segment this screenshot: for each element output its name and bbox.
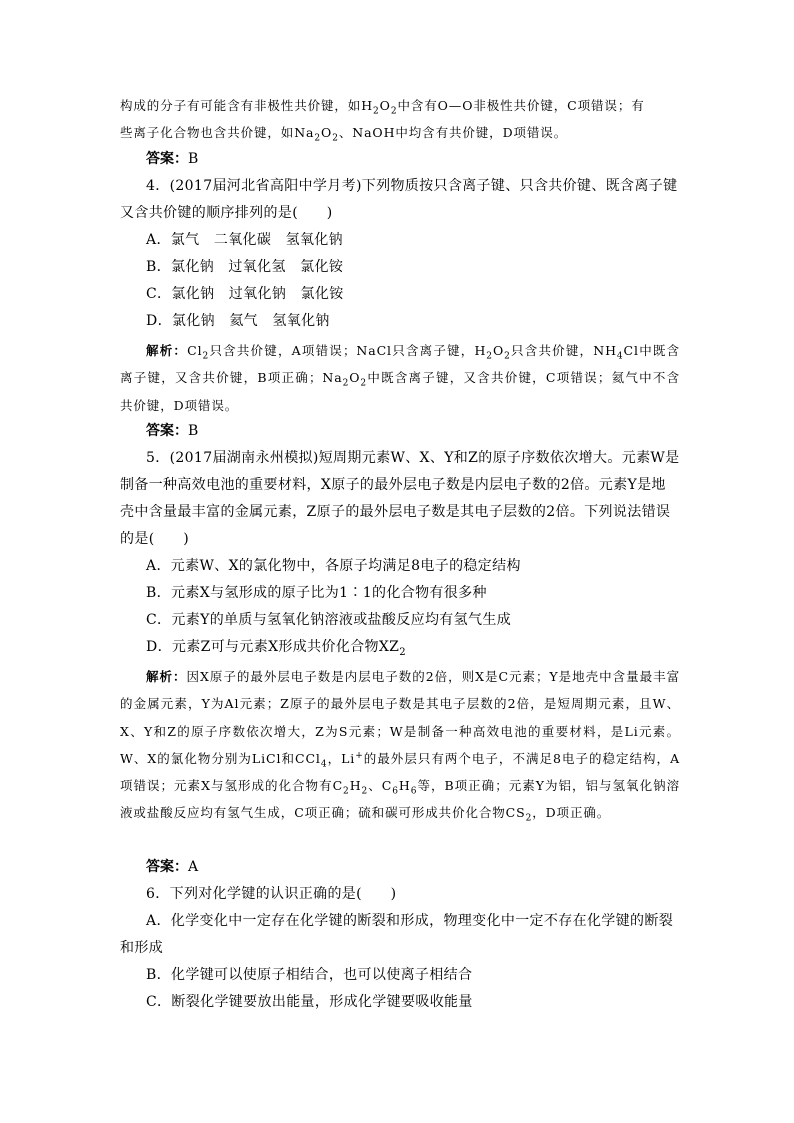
answer-q4 [146, 418, 446, 445]
question-6-stem: 6．下列对化学键的认识正确的是( ) [146, 886, 397, 902]
question-5-option-a: A．元素W、X的氯化物中，各原子均满足8电子的稳定结构 [146, 558, 521, 574]
explanation-q3 [120, 92, 680, 147]
question-4-option-c: C．氯化钠 过氧化钠 氯化铵 [146, 286, 344, 302]
answer-label: 答案： [146, 423, 188, 439]
explanation-q3-line2: 些离子化合物也含共价键，如$Na_2O_2$、NaOH中均含有共价键，D项错误。 [120, 125, 568, 144]
answer-label: 答案： [146, 859, 188, 875]
question-5-stem: 5．(2017届湖南永州模拟)短周期元素W、X、Y和Z的原子序数依次增大。元素W是制备一种高效电池的重要材料，X原子的最外层电子数是内层电子数的2倍。元素Y是地壳中含量最丰富的金属元素，Z原子的最外层电子数是其电子层数的2倍。下列说法错误的是( ) [120, 450, 680, 547]
question-6-option-c: C．断裂化学键要放出能量，形成化学键要吸收能量 [146, 994, 473, 1010]
question-6-option-b: B．化学键可以使原子相结合，也可以使离子相结合 [146, 967, 473, 983]
explanation-q5: 解析：因X原子的最外层电子数是内层电子数的2倍，则X是C元素；Y是地壳中含量最丰富的金属元素，Y为Al元素；Z原子的最外层电子数是其电子层数的2倍，是短周期元素，且W、X、Y和Z的原子序数依次增大，Z为S元素；W是制备一种高效电池的重要材料，是Li元素。W、X的氯化物分别为LiCl和CCl$_4$，Li+的最外层只有两个电子，不满足8电子的稳定结构，A项错误；元素X与氢形成的化合物有$C_2H_2$、$C_6H_6$等，B项正确；元素Y为铝，铝与氢氧化钠溶液或盐酸反应均有氢气生成，C项正确；硫和碳可形成共价化合物$CS_2$，D项正确。 [120, 669, 681, 824]
question-5-option-b: B．元素X与氢形成的原子比为1∶1的化合物有很多种 [146, 585, 487, 601]
question-4-option-b: B．氯化钠 过氧化氢 氯化铵 [146, 259, 344, 275]
question-4-stem: 4．(2017届河北省高阳中学月考)下列物质按只含离子键、只含共价键、既含离子键又含共价键的顺序排列的是( ) [120, 178, 678, 221]
explanation-q4: 解析：$Cl_2$只含共价键，A项错误；NaCl只含离子键，$H_2O_2$只含共价键，$NH_4Cl$中既含离子键，又含共价键，B项正确；$Na_2O_2$中既含离子键，又含共价键，C项错误；氦气中不含共价键，D项错误。 [120, 343, 681, 413]
question-4-option-d: D．氯化钠 氦气 氢氧化钠 [146, 313, 330, 329]
explanation-q3-line1: 构成的分子有可能含有非极性共价键，如$H_2O_2$中含有O—O非极性共价键，C项错误；有 [120, 98, 645, 117]
answer-label: 答案： [146, 151, 188, 167]
answer-value: B [188, 423, 199, 439]
question-5-option-c: C．元素Y的单质与氢氧化钠溶液或盐酸反应均有氢气生成 [146, 612, 512, 628]
answer-q5 [146, 854, 446, 881]
answer-q3 [146, 146, 446, 173]
explanation-label: 解析： [146, 669, 187, 684]
question-5-option-d: D．元素Z可与元素X形成共价化合物$XZ_2$ [146, 639, 407, 658]
answer-value: B [188, 151, 199, 167]
explanation-label: 解析： [146, 343, 188, 358]
question-6-option-a: A．化学变化中一定存在化学键的断裂和形成，物理变化中一定不存在化学键的断裂和形成 [120, 913, 674, 956]
answer-value: A [188, 859, 199, 875]
question-4-option-a: A．氯气 二氧化碳 氢氧化钠 [146, 232, 344, 248]
